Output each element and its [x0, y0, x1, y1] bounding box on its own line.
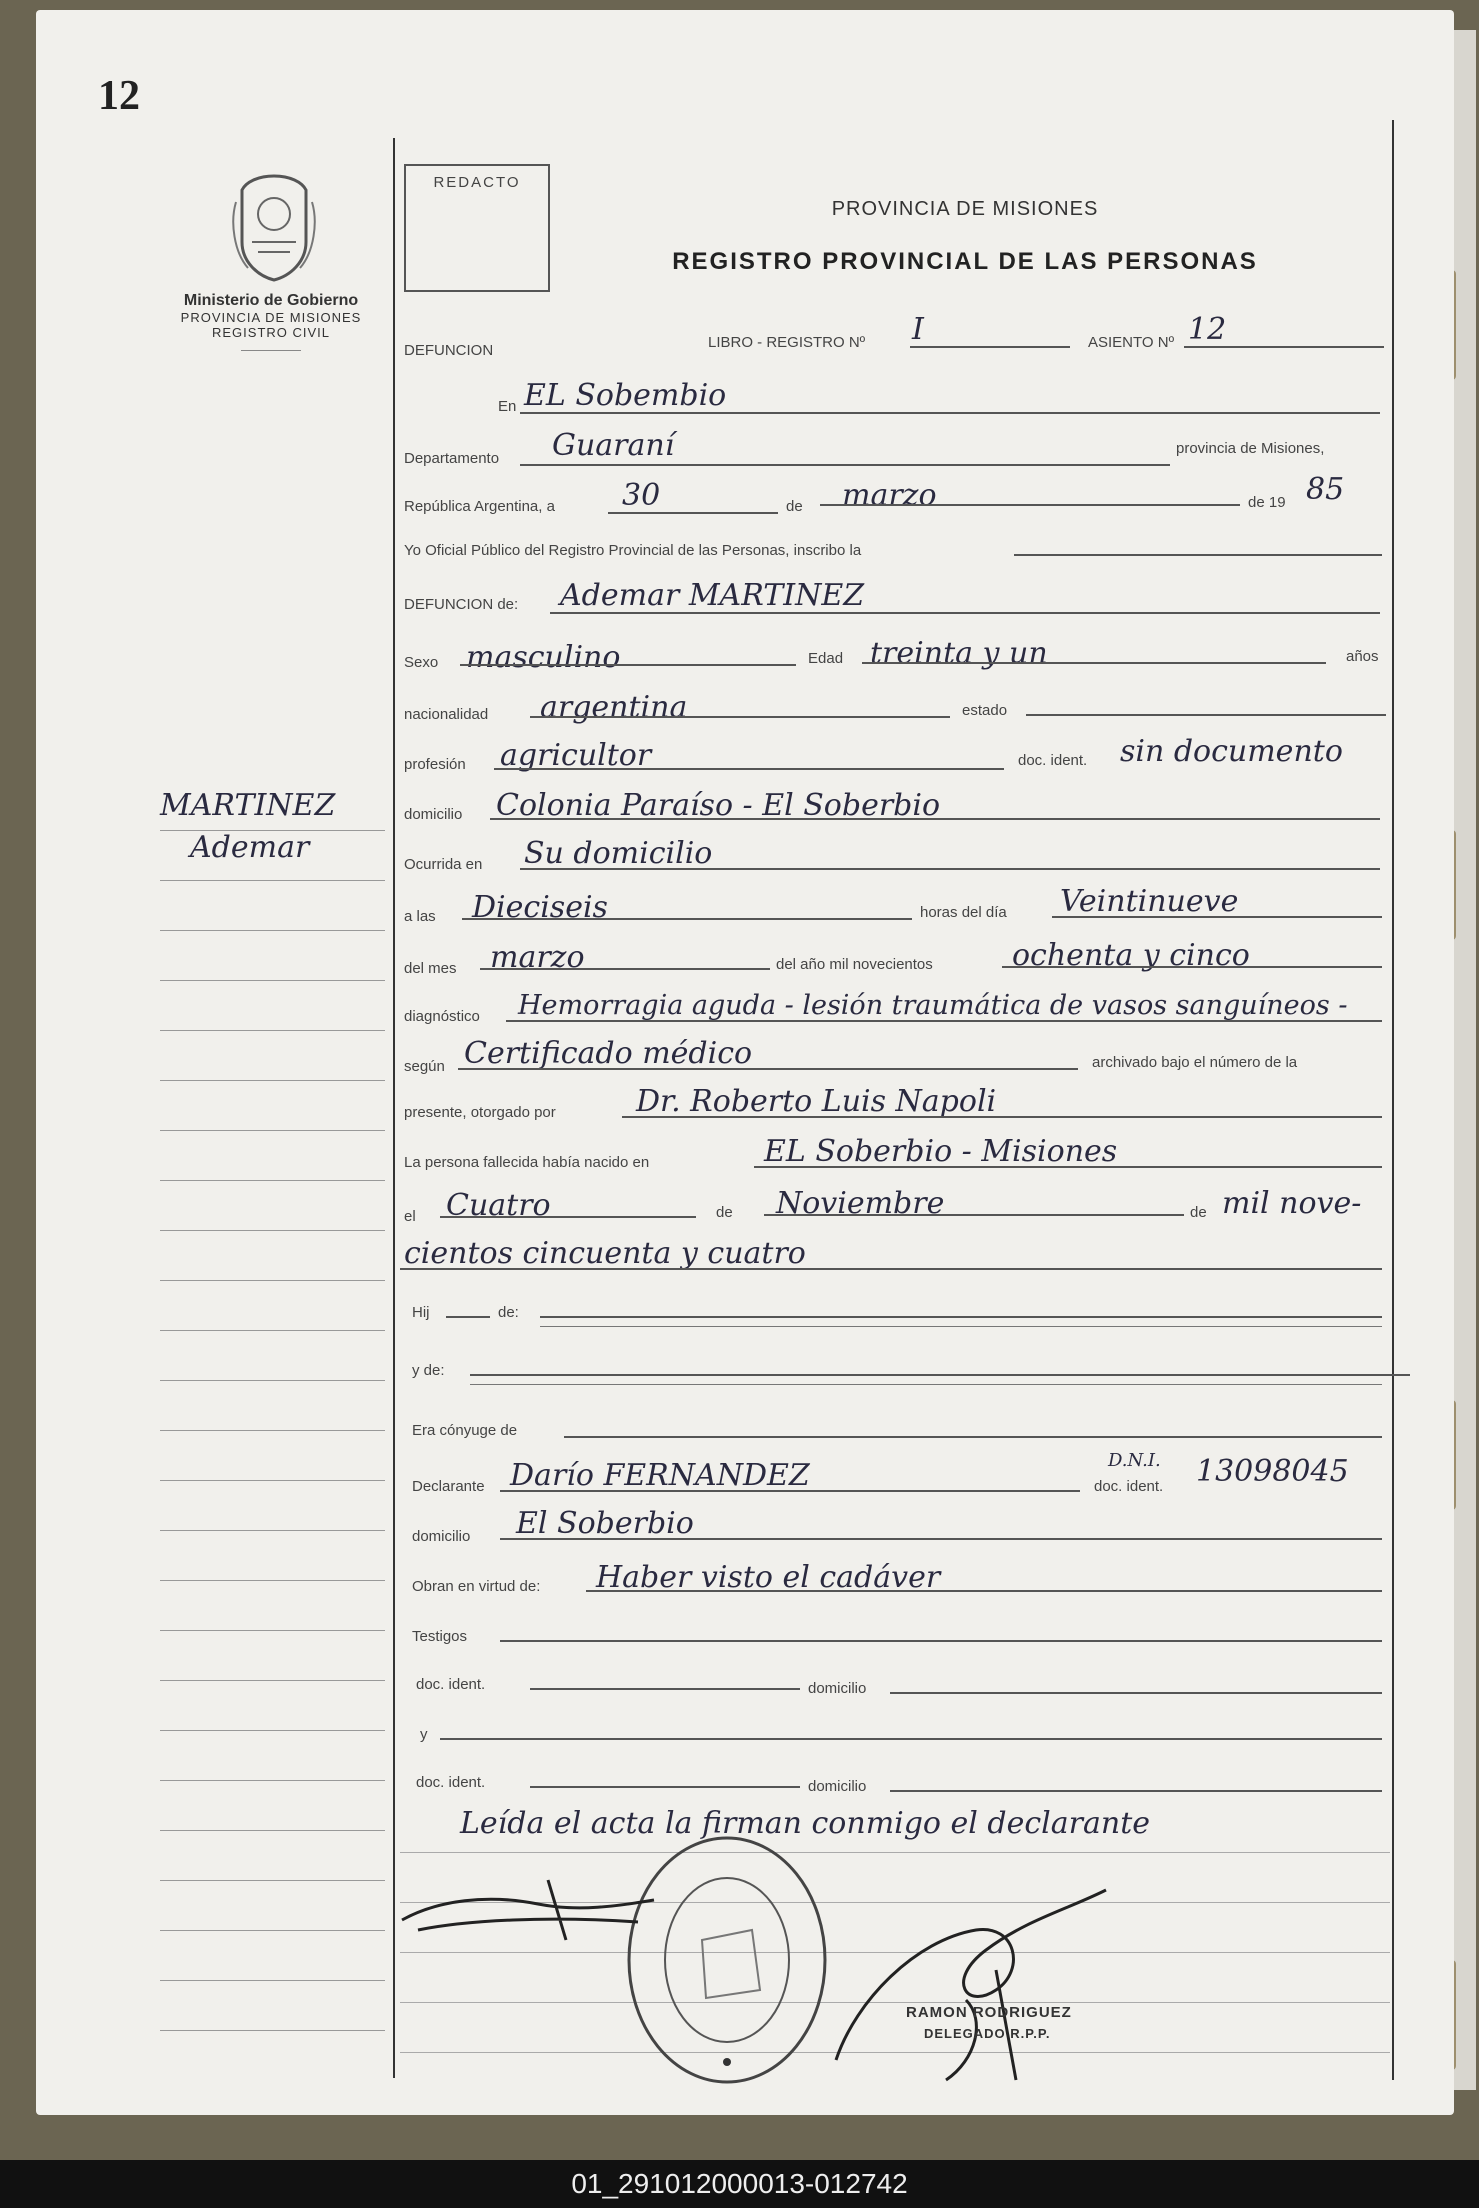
label-libro: LIBRO - REGISTRO Nº: [708, 334, 866, 351]
value-doc-ident: sin documento: [1120, 734, 1343, 769]
field-line: [470, 1384, 1382, 1385]
margin-line: [160, 1630, 385, 1631]
value-ano: 85: [1306, 472, 1345, 507]
field-line: [1026, 714, 1386, 716]
label-provincia: provincia de Misiones,: [1176, 440, 1325, 457]
label-domicilio-t2: domicilio: [808, 1778, 867, 1795]
field-line: [1184, 346, 1384, 348]
ruled-line: [400, 1852, 1390, 1853]
label-y: y: [420, 1726, 428, 1743]
field-line: [440, 1738, 1382, 1740]
margin-line: [160, 1480, 385, 1481]
field-line: [540, 1326, 1382, 1327]
value-dni-label: D.N.I.: [1108, 1450, 1161, 1471]
field-line: [460, 664, 796, 666]
label-de: de: [786, 498, 803, 515]
field-line: [490, 818, 1380, 820]
margin-line: [160, 1530, 385, 1531]
label-doc-ident-t1: doc. ident.: [416, 1676, 486, 1693]
field-line: [1052, 916, 1382, 918]
value-nac-ano2: cientos cincuenta y cuatro: [404, 1236, 806, 1271]
field-line: [500, 1490, 1080, 1492]
margin-line: [160, 1580, 385, 1581]
field-line: [462, 918, 912, 920]
field-line: [530, 1786, 800, 1788]
form-right-border: [1392, 120, 1394, 2080]
value-declarante: Darío FERNANDEZ: [510, 1458, 810, 1493]
label-a-las: a las: [404, 908, 436, 925]
ministry-registry: REGISTRO CIVIL: [211, 325, 331, 340]
value-asiento: 12: [1188, 312, 1227, 347]
field-line: [530, 1688, 800, 1690]
redacto-box: [404, 164, 550, 292]
value-obran: Haber visto el cadáver: [596, 1560, 941, 1595]
value-profesion: agricultor: [500, 738, 652, 773]
margin-line: [160, 1280, 385, 1281]
value-mes: marzo: [842, 478, 937, 513]
field-line: [520, 412, 1380, 414]
field-line: [586, 1590, 1382, 1592]
registry-title: REGISTRO PROVINCIAL DE LAS PERSONAS: [672, 248, 1258, 275]
field-line: [446, 1316, 490, 1318]
value-otorgado: Dr. Roberto Luis Napoli: [636, 1084, 997, 1119]
margin-divider: [393, 138, 395, 2078]
label-profesion: profesión: [404, 756, 466, 773]
value-fallecido: Ademar MARTINEZ: [560, 578, 865, 613]
label-archivado: archivado bajo el número de la: [1092, 1054, 1298, 1071]
margin-line: [160, 1830, 385, 1831]
margin-line: [160, 1680, 385, 1681]
field-line: [506, 1020, 1382, 1022]
label-nacionalidad: nacionalidad: [404, 706, 489, 723]
value-segun: Certificado médico: [464, 1036, 753, 1071]
margin-line: [160, 1080, 385, 1081]
redacto-label: REDACTO: [433, 174, 521, 191]
value-edad: treinta y un: [870, 636, 1048, 671]
label-diagnostico: diagnóstico: [404, 1008, 480, 1025]
label-testigos: Testigos: [412, 1628, 468, 1645]
margin-line: [160, 1430, 385, 1431]
label-asiento: ASIENTO Nº: [1088, 334, 1175, 351]
ministry-province: PROVINCIA DE MISIONES: [180, 310, 362, 325]
margin-line: [160, 1130, 385, 1131]
value-nac-mes: Noviembre: [776, 1186, 945, 1221]
margin-line: [160, 930, 385, 931]
margin-line: [160, 1880, 385, 1881]
label-obran: Obran en virtud de:: [412, 1578, 541, 1595]
label-doc-ident-decl: doc. ident.: [1094, 1478, 1164, 1495]
margin-line: [160, 1380, 385, 1381]
officer-name-stamp: RAMON RODRIGUEZ: [906, 2004, 1072, 2021]
field-line: [550, 612, 1380, 614]
value-nac-dia: Cuatro: [446, 1188, 551, 1223]
label-defuncion-de: DEFUNCION de:: [404, 596, 519, 613]
field-line: [520, 868, 1380, 870]
field-line: [820, 504, 1240, 506]
label-yo-oficial: Yo Oficial Público del Registro Provincial de las Personas, inscribo la: [404, 542, 862, 559]
field-line: [470, 1374, 1410, 1376]
label-horas-dia: horas del día: [920, 904, 1007, 921]
label-doc-ident: doc. ident.: [1018, 752, 1088, 769]
label-republica: República Argentina, a: [404, 498, 555, 515]
label-del-ano: del año mil novecientos: [776, 956, 933, 973]
province-title: PROVINCIA DE MISIONES: [831, 198, 1099, 220]
margin-line: [160, 1330, 385, 1331]
value-lugar: EL Sobeтbio: [524, 378, 727, 413]
label-estado: estado: [962, 702, 1008, 719]
value-dia: 30: [622, 478, 661, 513]
field-line: [520, 464, 1170, 466]
label-declarante: Declarante: [412, 1478, 485, 1495]
label-era-conyuge: Era cónyuge de: [412, 1422, 518, 1439]
field-line: [890, 1790, 1382, 1792]
official-seal-icon: [622, 1830, 832, 2090]
field-line: [500, 1538, 1382, 1540]
value-domicilio: Colonia Paraíso - El Soberbio: [496, 788, 941, 823]
value-dia-texto: Veintinueve: [1060, 884, 1239, 919]
field-line: [622, 1116, 1382, 1118]
value-nacido-en: EL Soberbio - Misiones: [764, 1134, 1118, 1169]
field-line: [530, 716, 950, 718]
label-anos: años: [1346, 648, 1379, 665]
field-line: [440, 1216, 696, 1218]
field-line: [400, 1268, 1382, 1270]
label-doc-ident-t2: doc. ident.: [416, 1774, 486, 1791]
field-line: [480, 968, 770, 970]
folio-number: 12: [98, 73, 140, 119]
value-diagnostico: Hemorragia aguda - lesión traumática de vasos sanguíneos -: [518, 990, 1348, 1021]
field-line: [458, 1068, 1078, 1070]
value-ocurrida: Su domicilio: [524, 836, 713, 871]
label-persona-nacido: La persona fallecida había nacido en: [404, 1154, 650, 1171]
margin-line: [160, 1930, 385, 1931]
field-line: [764, 1214, 1184, 1216]
label-edad: Edad: [808, 650, 844, 667]
image-caption: 01_291012000013-012742: [0, 2160, 1479, 2208]
label-domicilio-decl: domicilio: [412, 1528, 471, 1545]
label-domicilio: domicilio: [404, 806, 463, 823]
field-line: [500, 1640, 1382, 1642]
value-nac-ano1: mil nove-: [1222, 1186, 1362, 1221]
label-domicilio-t1: domicilio: [808, 1680, 867, 1697]
ministry-header: [150, 292, 392, 351]
margin-line: [160, 1180, 385, 1181]
field-line: [564, 1436, 1382, 1438]
label-de-19: de 19: [1248, 494, 1286, 511]
label-y-de: y de:: [412, 1362, 445, 1379]
label-del-mes: del mes: [404, 960, 457, 977]
label-de-nac-ano: de: [1190, 1204, 1207, 1221]
officer-title-stamp: DELEGADO R.P.P.: [924, 2026, 1051, 2041]
field-line: [494, 768, 1004, 770]
officer-signature-icon: [826, 1880, 1126, 2090]
margin-line: [160, 2030, 385, 2031]
label-presente: presente, otorgado por: [404, 1104, 556, 1121]
margin-line: [160, 1030, 385, 1031]
divider: [241, 350, 301, 351]
label-el: el: [404, 1208, 416, 1225]
label-de-hij: de:: [498, 1304, 519, 1321]
value-domicilio-decl: El Soberbio: [516, 1506, 694, 1541]
field-line: [910, 346, 1070, 348]
field-line: [890, 1692, 1382, 1694]
value-mes-texto: marzo: [490, 940, 585, 975]
ministry-name: Ministerio de Gobierno: [183, 292, 359, 309]
label-hij: Hij: [412, 1304, 430, 1321]
value-sexo: masculino: [466, 640, 621, 675]
label-ocurrida: Ocurrida en: [404, 856, 483, 873]
label-sexo: Sexo: [404, 654, 439, 671]
margin-line: [160, 1230, 385, 1231]
label-segun: según: [404, 1058, 445, 1075]
value-libro: I: [912, 312, 924, 347]
margin-line: [160, 1980, 385, 1981]
field-line: [754, 1166, 1382, 1168]
margin-line: [160, 980, 385, 981]
label-de-nac: de: [716, 1204, 733, 1221]
declarant-signature-icon: [398, 1870, 658, 1950]
margin-line: [160, 1780, 385, 1781]
label-defuncion: DEFUNCION: [404, 342, 494, 359]
coat-of-arms-icon: [228, 172, 320, 282]
margin-line: [160, 880, 385, 881]
margin-surname: MARTINEZ: [160, 788, 336, 823]
margin-line: [160, 1730, 385, 1731]
field-line: [1014, 554, 1382, 556]
label-en: En: [498, 398, 517, 415]
value-nacionalidad: argentina: [540, 690, 688, 725]
field-line: [608, 512, 778, 514]
value-dni: 13098045: [1196, 1454, 1349, 1489]
margin-given-name: Ademar: [190, 830, 310, 865]
value-cierre: Leída el acta la firman conmigo el declarante: [460, 1806, 1151, 1841]
field-line: [1002, 966, 1382, 968]
value-ano-texto: ochenta y cinco: [1012, 938, 1250, 973]
value-departamento: Guaraní: [552, 428, 675, 463]
field-line: [540, 1316, 1382, 1318]
field-line: [862, 662, 1326, 664]
label-departamento: Departamento: [404, 450, 500, 467]
value-hora: Dieciseis: [472, 890, 608, 925]
